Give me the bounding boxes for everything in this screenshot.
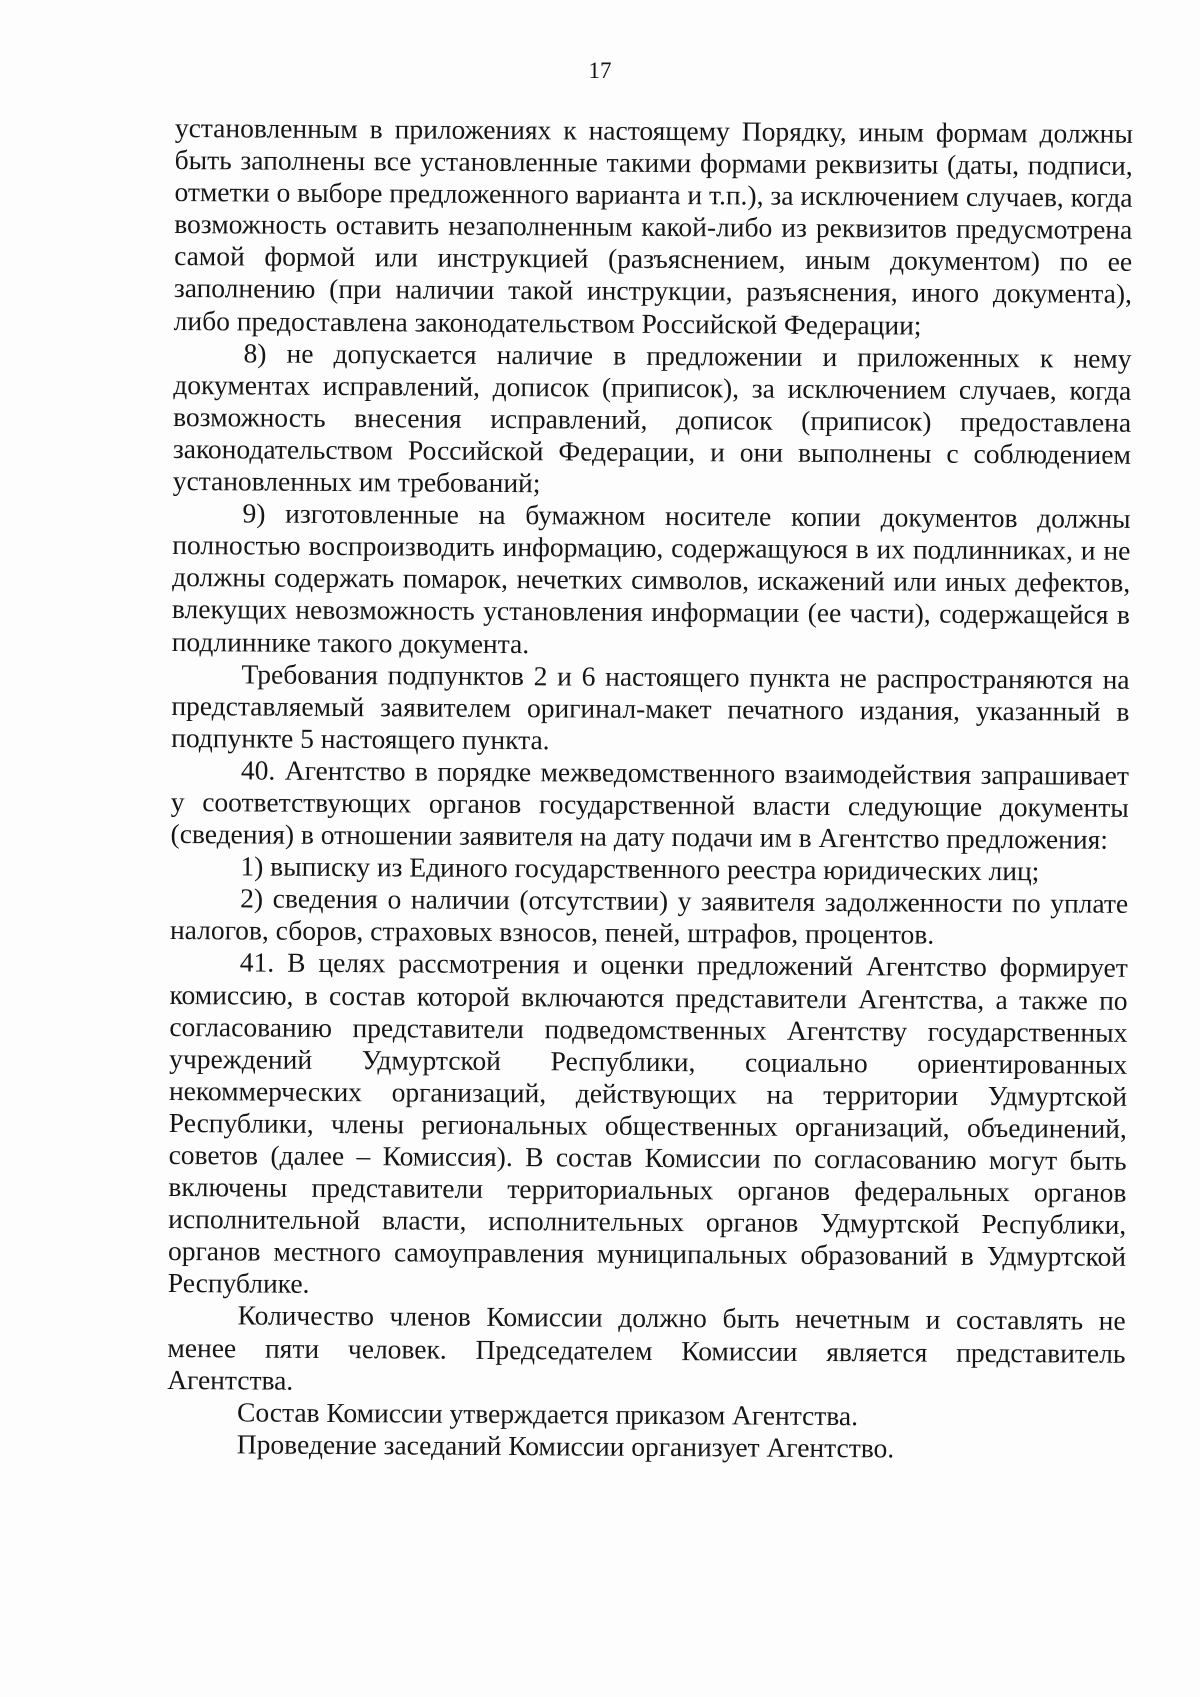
paragraph-clause-40-item-2: 2) сведения о наличии (отсутствии) у заявителя задолженности по уплате налогов, сборов, страховых взносов, пеней, штрафов, процентов. [169, 882, 1129, 950]
paragraph-clause-40: 40. Агентство в порядке межведомственного взаимодействия запрашивает у соответствующих органов государственной власти следующие документы (сведения) в отношении заявителя на дату подачи им в Агентство предложения: [170, 754, 1130, 855]
paragraph-clause-41: 41. В целях рассмотрения и оценки предложений Агентство формирует комиссию, в состав которой включаются представители Агентства, а также по согласованию представители подведомственных Агентству государственных учреждений Удмуртской Республики, социально ориентированных некоммерческих организаций, действующих на территории Удмуртской Республики, члены региональных общественных организаций, объединений, советов (далее – Комиссия). В состав Комиссии по согласованию могут быть включены представители территориальных органов федеральных органов исполнительной власти, исполнительных органов Удмуртской Республики, органов местного самоуправления муниципальных образований в Удмуртской Республике. [167, 946, 1128, 1300]
paragraph-item-8: 8) не допускается наличие в предложении и приложенных к нему документах исправлений, дописок (приписок), за исключением случаев, когда возможность внесения исправлений, дописок (приписок) предоставлена законодательством Российской Федерации, и они выполнены с соблюдением установленных им требований; [172, 337, 1132, 499]
page-number: 17 [588, 58, 612, 83]
paragraph-requisites-continued: установленным в приложениях к настоящему Порядку, иным формам должны быть заполнены все установленные такими формами реквизиты (даты, подписи, отметки о выборе предложенного варианта и т.п.), за исключением случаев, когда возможность оставить незаполненным какой-либо из реквизитов предусмотрена самой формой или инструкцией (разъяснением, иным документом) по ее заполнению (при наличии такой инструкции, разъяснения, иного документа), либо предоставлена законодательством Российской Федерации; [173, 112, 1133, 341]
paragraph-commission-meetings: Проведение заседаний Комиссии организует Агентство. [236, 1428, 895, 1464]
document-body [167, 112, 1133, 1466]
paragraph-clause-40-item-1: 1) выписку из Единого государственного реестра юридических лиц; [240, 850, 1040, 887]
paragraph-item-9: 9) изготовленные на бумажном носителе копии документов должны полностью воспроизводить информацию, содержащуюся в их подлинниках, и не должны содержать помарок, нечетких символов, искажений или иных дефектов, влекущих невозможность установления информации (ее части), содержащейся в подлиннике такого документа. [171, 497, 1131, 659]
paragraph-commission-approval: Состав Комиссии утверждается приказом Агентства. [236, 1396, 859, 1431]
paragraph-commission-size: Количество членов Комиссии должно быть нечетным и составлять не менее пяти человек. Председателем Комиссии является представитель Агентства. [167, 1299, 1126, 1396]
paragraph-requirements-exception: Требования подпунктов 2 и 6 настоящего пункта не распространяются на представляемый заявителем оригинал-макет печатного издания, указанный в подпункте 5 настоящего пункта. [171, 658, 1130, 756]
